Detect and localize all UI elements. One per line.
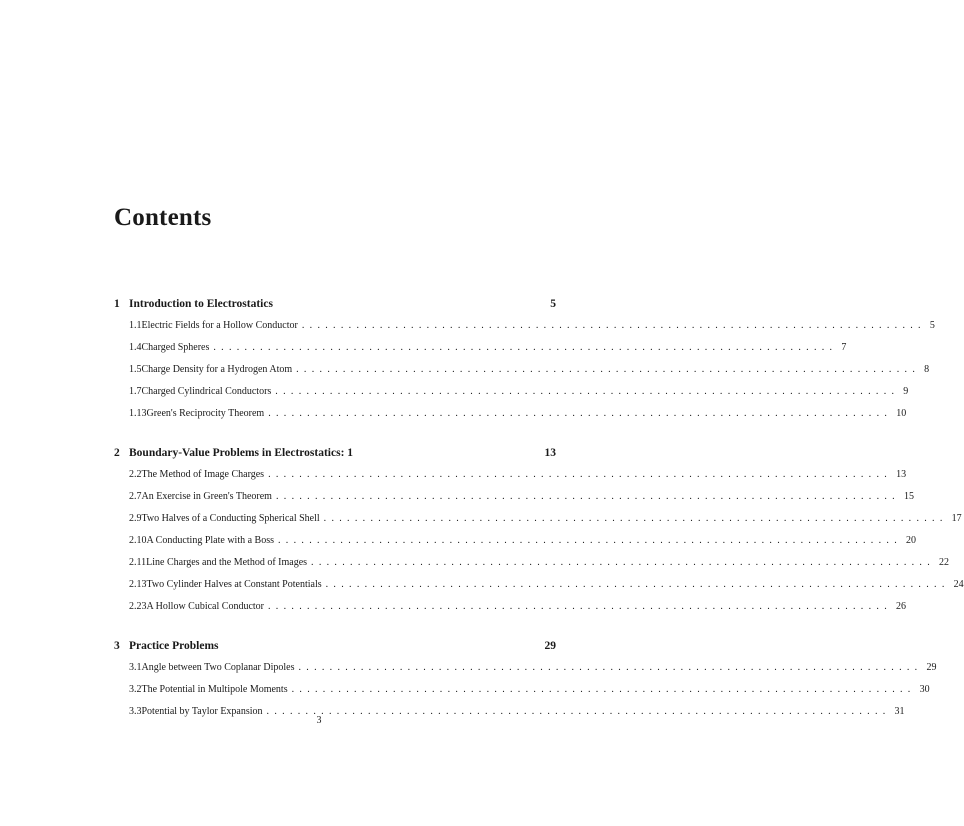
chapter-number: 3 [114,640,120,652]
section-number: 2.11 [129,557,147,568]
section-number: 2.13 [129,579,147,590]
chapter-number: 1 [114,298,120,310]
toc-section[interactable] [129,486,914,508]
section-title: Green's Reciprocity Theorem [146,408,265,419]
section-title: Charged Cylindrical Conductors [141,386,272,397]
section-title: An Exercise in Green's Theorem [141,491,272,502]
toc-section[interactable] [129,552,950,574]
section-page: 8 [924,364,930,375]
section-number: 1.1 [129,320,142,331]
section-title: Electric Fields for a Hollow Conductor [141,320,298,331]
section-title: A Hollow Cubical Conductor [146,601,264,612]
dot-leader: ................................................................................ [296,364,921,375]
section-title: Angle between Two Coplanar Dipoles [141,662,295,673]
toc-section[interactable] [129,679,930,701]
section-number: 2.23 [129,601,147,612]
section-page: 17 [951,513,962,524]
toc-chapter[interactable] [114,293,556,315]
section-title: A Conducting Plate with a Boss [146,535,274,546]
dot-leader: ................................................................................ [278,535,902,546]
section-number: 1.13 [129,408,147,419]
dot-leader: ................................................................................ [266,706,891,717]
chapter-gap [114,425,556,442]
dot-leader: ................................................................................ [325,579,950,590]
dot-leader: ................................................................................ [268,408,893,419]
section-title: Potential by Taylor Expansion [141,706,263,717]
dot-leader: ................................................................................ [275,386,900,397]
section-page: 5 [929,320,935,331]
toc-section[interactable] [129,337,847,359]
section-page: 20 [906,535,916,546]
section-title: Two Halves of a Conducting Spherical Shell [141,513,320,524]
toc-section[interactable] [129,596,906,618]
toc-section[interactable] [129,657,937,679]
chapter-page: 13 [544,447,556,459]
table-of-contents [114,293,964,723]
dot-leader: ................................................................................ [323,513,948,524]
section-page: 13 [896,469,907,480]
page-number: 3 [316,715,322,726]
chapter-page: 29 [544,640,556,652]
dot-leader: ................................................................................ [268,469,893,480]
chapter-title: Boundary-Value Problems in Electrostatics: 1 [129,447,354,459]
toc-section[interactable] [129,359,930,381]
dot-leader: ................................................................................ [301,320,926,331]
chapter-title: Introduction to Electrostatics [129,298,273,310]
section-page: 7 [841,342,847,353]
section-title: Charge Density for a Hydrogen Atom [141,364,293,375]
dot-leader: ................................................................................ [275,491,900,502]
section-page: 26 [896,601,906,612]
toc-chapter[interactable] [114,635,556,657]
section-number: 2.7 [129,491,142,502]
toc-section[interactable] [129,464,907,486]
section-number: 3.3 [129,706,142,717]
section-number: 2.10 [129,535,147,546]
section-title: The Potential in Multipole Moments [141,684,288,695]
section-title: Line Charges and the Method of Images [146,557,308,568]
section-page: 29 [926,662,937,673]
section-page: 31 [894,706,905,717]
chapter-number: 2 [114,447,120,459]
section-page: 15 [903,491,914,502]
section-title: The Method of Image Charges [141,469,265,480]
dot-leader: ................................................................................ [298,662,923,673]
section-number: 3.2 [129,684,142,695]
dot-leader: ................................................................................ [291,684,916,695]
section-number: 3.1 [129,662,142,673]
section-page: 22 [939,557,950,568]
toc-section[interactable] [129,574,964,596]
section-title: Two Cylinder Halves at Constant Potentials [146,579,322,590]
toc-section[interactable] [129,508,962,530]
section-page: 24 [953,579,964,590]
section-title: Charged Spheres [141,342,210,353]
toc-section[interactable] [129,381,909,403]
section-number: 1.7 [129,386,142,397]
toc-section[interactable] [129,315,935,337]
dot-leader: ................................................................................ [311,557,936,568]
section-number: 2.2 [129,469,142,480]
chapter-gap [114,618,556,635]
section-page: 10 [896,408,907,419]
chapter-page: 5 [550,298,556,310]
dot-leader: ................................................................................ [213,342,838,353]
dot-leader: ................................................................................ [268,601,892,612]
contents-heading: Contents [114,204,212,231]
toc-section[interactable] [129,403,907,425]
toc-section[interactable] [129,530,916,552]
chapter-title: Practice Problems [129,640,219,652]
section-number: 1.4 [129,342,142,353]
section-page: 9 [903,386,909,397]
section-number: 1.5 [129,364,142,375]
section-page: 30 [919,684,930,695]
toc-chapter[interactable] [114,442,556,464]
section-number: 2.9 [129,513,142,524]
